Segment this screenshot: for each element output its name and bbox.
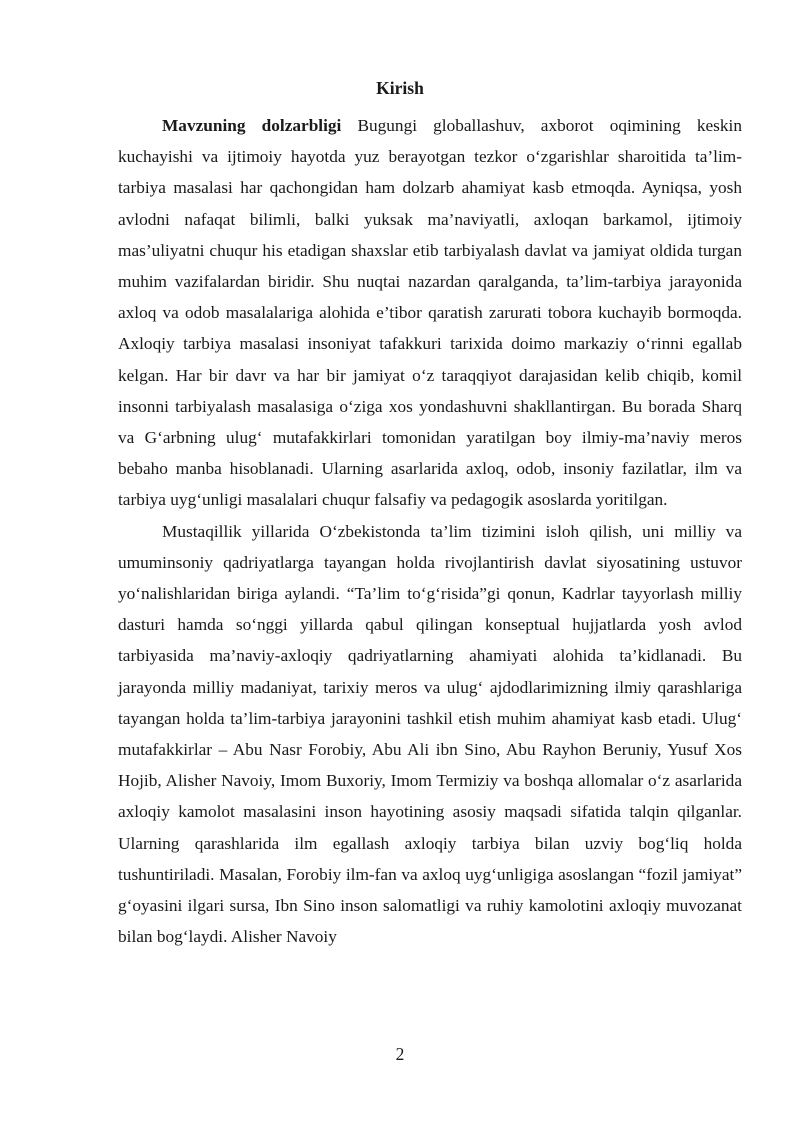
page-number: 2 (395, 1044, 405, 1064)
paragraph-lead: Mavzuning dolzarbligi (162, 116, 342, 135)
paragraph-text: Mustaqillik yillarida O‘zbekistonda ta’lim tizimini isloh qilish, uni milliy va umuminsoniy qadriyatlarga tayangan holda rivojlantirish davlat siyosatining ustuvor yo‘nalishlaridan biriga aylandi. “Ta’lim to‘g‘risida”gi qonun, Kadrlar tayyorlash milliy dasturi hamda so‘nggi yillarda qabul qilingan konseptual hujjatlarda yosh avlod tarbiyasida ma’naviy-axloqiy qadriyatlarning ahamiyati alohida ta’kidlanadi. Bu jarayonda milliy madaniyat, tarixiy meros va ulug‘ ajdodlarimizning ilmiy qarashlariga tayangan holda ta’lim-tarbiya jarayonini tashkil etish muhim ahamiyat kasb etadi. Ulug‘ mutafakkirlar – Abu Nasr Forobiy, Abu Ali ibn Sino, Abu Rayhon Beruniy, Yusuf Xos Hojib, Alisher Navoiy, Imom Buxoriy, Imom Termiziy va boshqa allomalar o‘z asarlarida axloqiy kamolot masalasini inson hayotining asosiy maqsadi sifatida talqin qilganlar. Ularning qarashlarida ilm egallash axloqiy tarbiya bilan uzviy bog‘liq holda tushuntiriladi. Masalan, Forobiy ilm-fan va axloq uyg‘unligiga asoslangan “fozil jamiyat” g‘oyasini ilgari sursa, Ibn Sino inson salomatligi va ruhiy kamolotini axloqiy muvozanat bilan bog‘laydi. Alisher Navoiy (118, 521, 742, 947)
section-heading: Kirish (376, 78, 424, 98)
body-text (118, 110, 742, 952)
paragraph-text: Bugungi globallashuv, axborot oqimining keskin kuchayishi va ijtimoiy hayotda yuz berayotgan tezkor o‘zgarishlar sharoitida ta’lim-tarbiya masalasi har qachongidan ham dolzarb ahamiyat kasb etmoqda. Ayniqsa, yosh avlodni nafaqat bilimli, balki yuksak ma’naviyatli, axloqan barkamol, ijtimoiy mas’uliyatni chuqur his etadigan shaxslar etib tarbiyalash davlat va jamiyat oldida turgan muhim vazifalardan biridir. Shu nuqtai nazardan qaralganda, ta’lim-tarbiya jarayonida axloq va odob masalalariga alohida e’tibor qaratish zarurati tobora kuchayib bormoqda. Axloqiy tarbiya masalasi insoniyat tafakkuri tarixida doimo markaziy o‘rinni egallab kelgan. Har bir davr va har bir jamiyat o‘z taraqqiyot darajasidan kelib chiqib, komil insonni tarbiyalash masalasiga o‘ziga xos yondashuvni shakllantirgan. Bu borada Sharq va G‘arbning ulug‘ mutafakkirlari tomonidan yaratilgan boy ilmiy-ma’naviy meros bebaho manba hisoblanadi. Ularning asarlarida axloq, odob, insoniy fazilatlar, ilm va tarbiya uyg‘unligi masalalari chuqur falsafiy va pedagogik asoslarda yoritilgan. (118, 116, 742, 510)
paragraph-independence (118, 516, 742, 953)
paragraph-relevance (118, 110, 742, 516)
